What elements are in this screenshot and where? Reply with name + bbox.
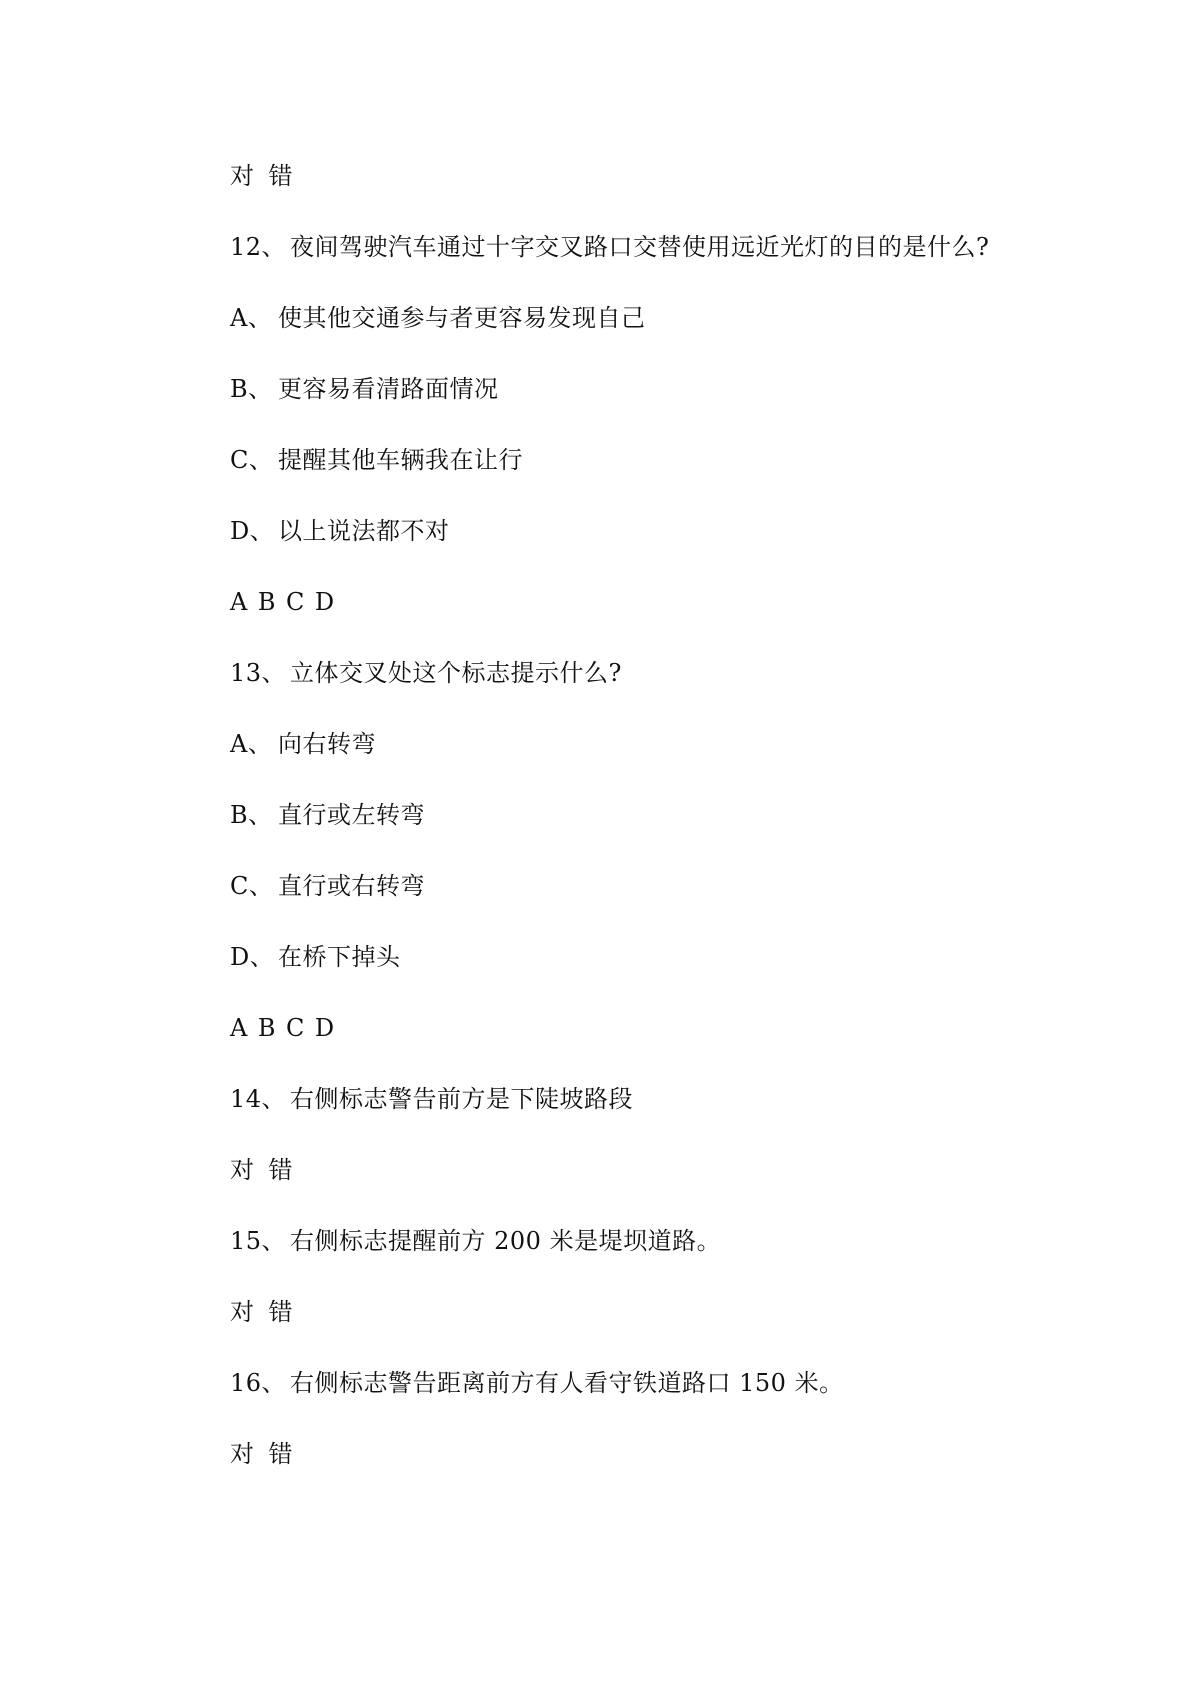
question-13 — [230, 658, 622, 688]
question-number: 13、 — [230, 659, 287, 687]
question-number: 16、 — [230, 1369, 287, 1397]
option-label: B、 — [230, 375, 273, 403]
choice-b: B — [257, 588, 276, 616]
choice-b: B — [257, 1014, 276, 1042]
option-label: C、 — [230, 446, 274, 474]
true-false-answer — [230, 1155, 307, 1185]
option-label: A、 — [230, 304, 273, 332]
option-text: 在桥下掉头 — [278, 943, 401, 971]
answer-true: 对 — [230, 1440, 255, 1468]
answer-choices — [230, 587, 345, 617]
choice-d: D — [314, 588, 335, 616]
option-text: 直行或左转弯 — [278, 801, 425, 829]
true-false-answer — [230, 1439, 307, 1469]
option-text: 更容易看清路面情况 — [278, 375, 499, 403]
option-b — [230, 800, 425, 830]
option-b — [230, 374, 499, 404]
answer-false: 错 — [268, 162, 293, 190]
option-text: 直行或右转弯 — [278, 872, 425, 900]
option-label: A、 — [230, 730, 273, 758]
question-16 — [230, 1368, 844, 1398]
question-text: 立体交叉处这个标志提示什么? — [290, 659, 622, 687]
choice-c: C — [285, 1014, 305, 1042]
choice-a: A — [230, 1014, 248, 1042]
choice-a: A — [230, 588, 248, 616]
option-text: 提醒其他车辆我在让行 — [278, 446, 523, 474]
question-15 — [230, 1226, 721, 1256]
option-d — [230, 516, 450, 546]
question-text: 右侧标志警告距离前方有人看守铁道路口 150 米。 — [290, 1369, 844, 1397]
question-number: 12、 — [230, 233, 287, 261]
answer-false: 错 — [268, 1156, 293, 1184]
question-12 — [230, 232, 989, 262]
option-d — [230, 942, 401, 972]
question-text: 夜间驾驶汽车通过十字交叉路口交替使用远近光灯的目的是什么? — [290, 233, 990, 261]
option-label: D、 — [230, 517, 275, 545]
true-false-answer — [230, 1297, 307, 1327]
option-label: D、 — [230, 943, 275, 971]
option-a — [230, 729, 376, 759]
choice-d: D — [314, 1014, 335, 1042]
answer-false: 错 — [268, 1440, 293, 1468]
question-14 — [230, 1084, 633, 1114]
option-a — [230, 303, 646, 333]
question-text: 右侧标志警告前方是下陡坡路段 — [290, 1085, 633, 1113]
option-text: 使其他交通参与者更容易发现自己 — [278, 304, 646, 332]
answer-true: 对 — [230, 1298, 255, 1326]
option-text: 向右转弯 — [278, 730, 376, 758]
option-label: B、 — [230, 801, 273, 829]
true-false-answer — [230, 161, 307, 191]
answer-true: 对 — [230, 1156, 255, 1184]
option-label: C、 — [230, 872, 274, 900]
question-number: 14、 — [230, 1085, 287, 1113]
option-text: 以上说法都不对 — [278, 517, 450, 545]
answer-true: 对 — [230, 162, 255, 190]
choice-c: C — [285, 588, 305, 616]
answer-choices — [230, 1013, 345, 1043]
answer-false: 错 — [268, 1298, 293, 1326]
option-c — [230, 445, 523, 475]
question-text: 右侧标志提醒前方 200 米是堤坝道路。 — [290, 1227, 722, 1255]
question-number: 15、 — [230, 1227, 287, 1255]
option-c — [230, 871, 425, 901]
